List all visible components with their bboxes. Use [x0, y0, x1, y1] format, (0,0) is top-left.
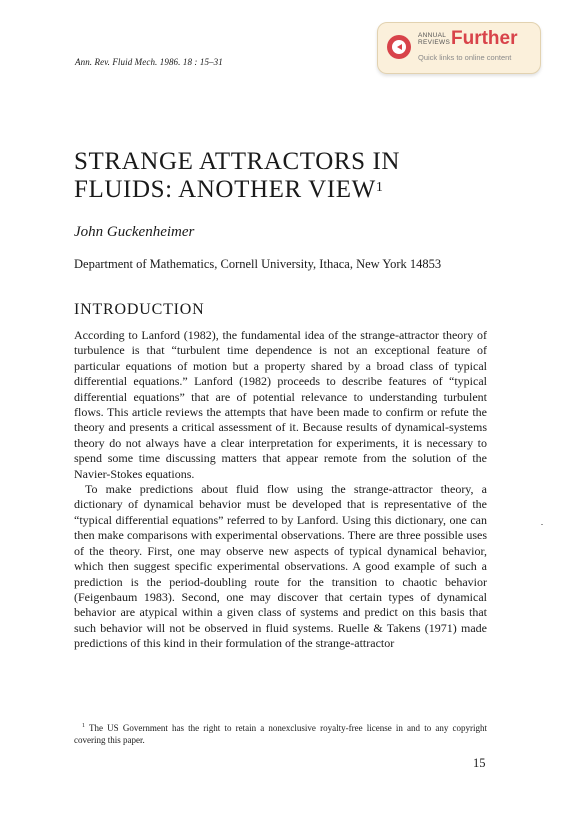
- author-name: John Guckenheimer: [74, 224, 195, 240]
- icon-ring: [392, 40, 406, 54]
- back-arrow-circle-icon: [387, 35, 411, 59]
- section-heading-introduction: INTRODUCTION: [74, 301, 205, 318]
- body-paragraph-1: According to Lanford (1982), the fundamental idea of the strange-attractor theory of turbulence is that “turbulent time dependence is not an exceptional feature of particular equations of motion but a property shared by a broad class of typical differential equations.” Lanford (1982) proceeds to describe features of “typical differential equations” that are of potential relevance to understanding turbulent flows. This article reviews the attempts that have been made to confirm or refute the theory and presents a critical assessment of it. Because results of dynamical-systems theory do not always have a clear interpretation for experiments, it is necessary to spend some time discussing matters that appear remote from the solution of the Navier-Stokes equations.: [74, 328, 487, 481]
- journal-citation: Ann. Rev. Fluid Mech. 1986. 18 : 15–31: [75, 57, 223, 67]
- footnote-text: The US Government has the right to retain a nonexclusive royalty-free license in and to any copyright covering this paper.: [74, 723, 488, 745]
- footnote-marker: 1: [82, 723, 85, 729]
- author-affiliation: Department of Mathematics, Cornell University, Ithaca, New York 14853: [74, 257, 442, 271]
- annual-reviews-logo-text: ANNUAL REVIEWS: [418, 32, 451, 46]
- arrow-left-icon: [397, 44, 402, 50]
- scan-artifact: [541, 524, 543, 525]
- article-title: [74, 148, 494, 204]
- further-logo-text: Further: [451, 28, 518, 49]
- article-title-text: STRANGE ATTRACTORS IN FLUIDS: ANOTHER VIEW: [74, 148, 401, 203]
- footnote: [74, 720, 487, 746]
- further-tagline: Quick links to online content: [418, 53, 512, 62]
- page-number: 15: [473, 756, 486, 770]
- further-links-badge[interactable]: [377, 22, 541, 74]
- article-body: [74, 328, 487, 652]
- title-footnote-marker[interactable]: 1: [375, 180, 383, 195]
- body-paragraph-2: To make predictions about fluid flow using the strange-attractor theory, a dictionary of dynamical behavior must be developed that is representative of the “typical differential equations” referred to by Lanford. Using this dictionary, one can then make comparisons with experimental observations. There are three possible uses of the theory. First, one may observe new aspects of typical dynamical behavior, which then suggest specific experimental observations. A good example of such a prediction is the period-doubling route for the transition to chaotic behavior (Feigenbaum 1983). Second, one may discover that certain types of dynamical behavior are atypical within a given class of systems and predict on this basis that such behavior will not be observed in fluid systems. Ruelle & Takens (1971) made predictions of this kind in their formulation of the strange-attractor: [74, 482, 487, 651]
